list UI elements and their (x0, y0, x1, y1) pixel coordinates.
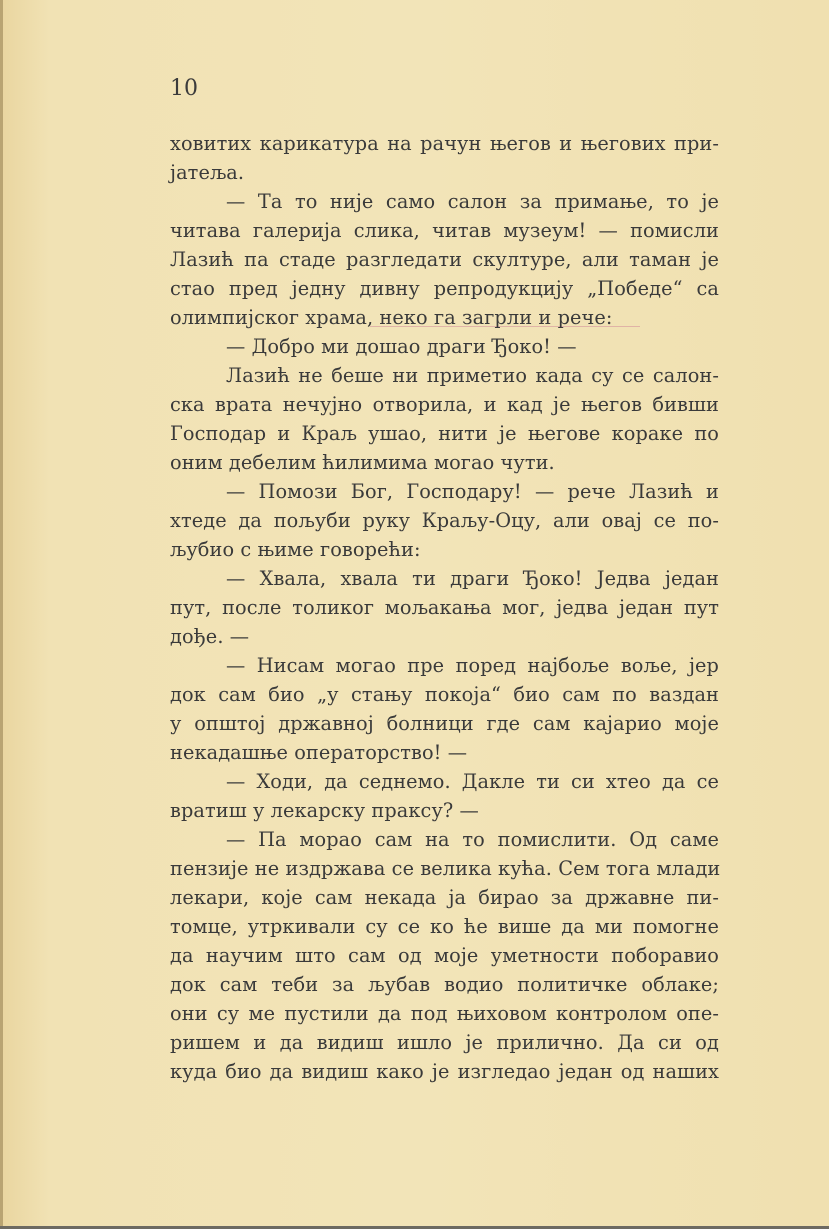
text-line: пут, после толиког мољакања мог, једва један пут (170, 596, 719, 619)
text-line: оним дебелим ћилимима могао чути. (170, 451, 555, 474)
text-line: у општој државној болници где сам кајарио моје (170, 712, 719, 735)
text-line: да научим што сам од моје уметности поборавио (170, 944, 719, 967)
text-line: ска врата нечујно отворила, и кад је његов бивши (170, 393, 719, 416)
text-line: — Па морао сам на то помислити. Од саме (226, 828, 719, 851)
text-line: ришем и да видиш ишло је прилично. Да си од (170, 1031, 719, 1054)
text-line: — Добро ми дошао драги Ђоко! — (226, 335, 577, 358)
text-line: Господар и Краљ ушао, нити је његове кораке по (170, 422, 719, 445)
text-line: вратиш у лекарску праксу? — (170, 799, 479, 822)
page-left-edge (0, 0, 3, 1229)
text-line: ховитих карикатура на рачун његов и његових при- (170, 132, 719, 155)
text-line: — Та то није само салон за примање, то је (226, 190, 719, 213)
body-text (170, 129, 719, 1086)
text-line: томце, утркивали су се ко ће више да ми помогне (170, 915, 719, 938)
text-line: хтеде да пољуби руку Краљу-Оцу, али овај се по- (170, 509, 719, 532)
page-number: 10 (170, 76, 198, 101)
text-line: дође. — (170, 625, 250, 648)
text-line: — Ходи, да седнемо. Дакле ти си хтео да се (226, 770, 719, 793)
text-line: док сам теби за љубав водио политичке облаке; (170, 973, 719, 996)
text-line: Лазић не беше ни приметио када су се салон- (226, 364, 719, 387)
text-line: некадашње операторство! — (170, 741, 468, 764)
text-line: лекари, које сам некада ја бирао за државне пи- (170, 886, 719, 909)
text-line: — Нисам могао пре поред најбоље воље, јер (226, 654, 719, 677)
text-line: док сам био „у стању покоја“ био сам по ваздан (170, 683, 719, 706)
text-line: Лазић па стаде разгледати скултуре, али таман је (170, 248, 719, 271)
text-line: пензије не издржава се велика кућа. Сем тога млади (170, 857, 721, 880)
text-line: љубио с њиме говорећи: (170, 538, 421, 561)
text-line: олимпијског храма, неко га загрли и рече: (170, 306, 613, 329)
text-line: куда био да видиш како је изгледао један од наших (170, 1060, 719, 1083)
text-line: — Помози Бог, Господару! — рече Лазић и (226, 480, 719, 503)
text-line: — Хвала, хвала ти драги Ђоко! Једва један (226, 567, 719, 590)
text-line: стао пред једну дивну репродукцију „Победе“ са (170, 277, 719, 300)
text-line: они су ме пустили да под њиховом контролом опе- (170, 1002, 719, 1025)
text-line: јатеља. (170, 161, 245, 184)
text-line: читава галерија слика, читав музеум! — помисли (170, 219, 719, 242)
